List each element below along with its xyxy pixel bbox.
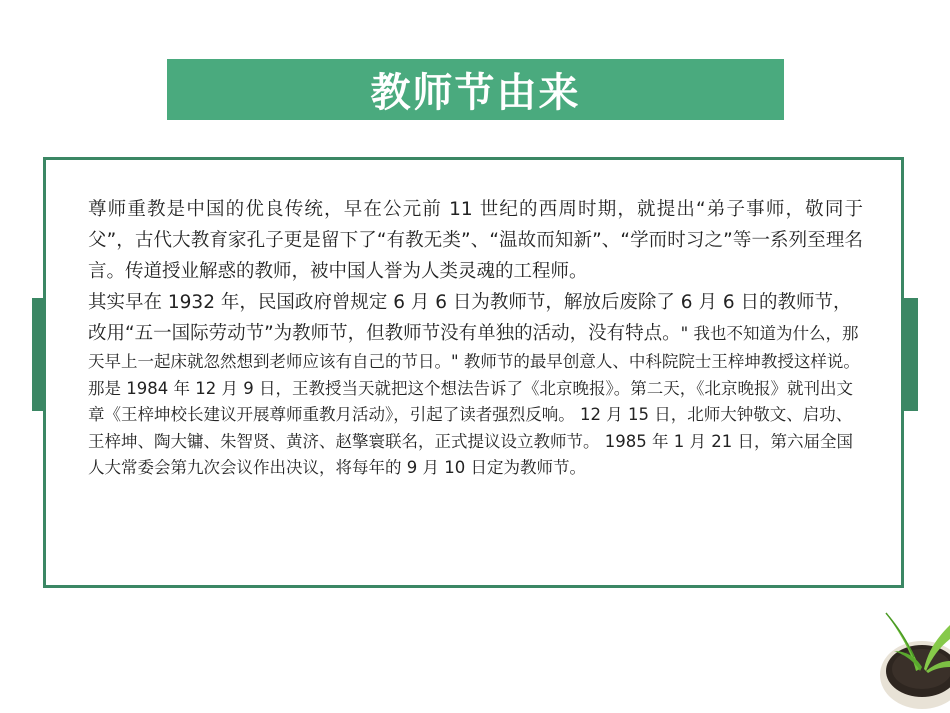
title-banner (167, 59, 784, 120)
paragraph-origin: " 我也不知道为什么，那天早上一起床就忽然想到老师应该有自己的节日。" 教师节的最早创意人、中科院院士王梓坤教授这样说。那是 1984 年 12 月 9 日，王教授当天就把这个想法告诉了《北京晚报》。第二天，《北京晚报》就刊出文章《王梓坤校长建议开展尊师重教月活动》，引起了读者强烈反响。 12 月 15 日，北师大钟敬文、启功、王梓坤、陶大镛、朱智贤、黄济、赵擎寰联名，正式提议设立教师节。 1985 年 1 月 21 日，第六届全国人大常委会第九次会议作出决议，将每年的 9 月 10 日定为教师节。 (88, 324, 860, 477)
paragraph-tradition: 尊师重教是中国的优良传统，早在公元前 11 世纪的西周时期，就提出“弟子事师，敬同于父”，古代大教育家孔子更是留下了“有教无类”、“温故而知新”、“学而时习之”等一系列至理名言。传道授业解惑的教师，被中国人誉为人类灵魂的工程师。 (88, 199, 863, 282)
page-title: 教师节由来 (370, 70, 581, 116)
text-block (88, 194, 863, 482)
paragraph-history: 其实早在 1932 年，民国政府曾规定 6 月 6 日为教师节，解放后废除了 6 月 6 日的教师节，改用“五一国际劳动节”为教师节，但教师节没有单独的活动，没有特点。 (88, 292, 852, 344)
potted-plant-icon (864, 605, 950, 713)
